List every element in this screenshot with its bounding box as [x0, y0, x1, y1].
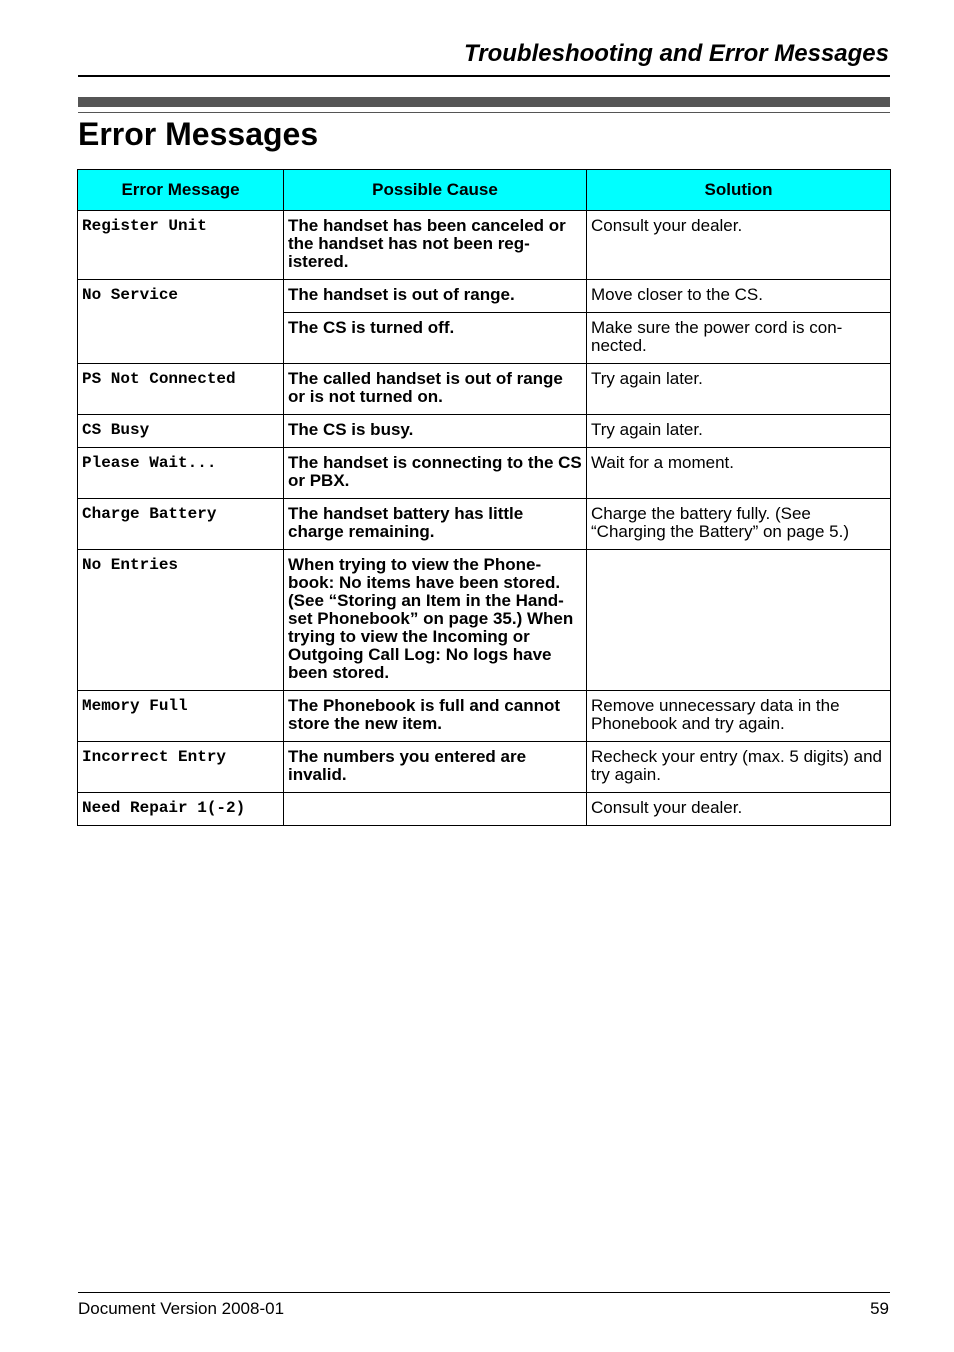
table-row: [78, 742, 891, 793]
solution-cell: Consult your dealer.: [587, 211, 891, 280]
table-row: [78, 691, 891, 742]
error-message-cell: Memory Full: [78, 691, 284, 742]
solution-cell: Recheck your entry (max. 5 digits) and try again.: [587, 742, 891, 793]
table-row: [78, 793, 891, 826]
error-message-cell: Incorrect Entry: [78, 742, 284, 793]
cause-cell: The handset battery has little charge remaining.: [284, 499, 587, 550]
cause-cell: The Phonebook is full and cannot store the new item.: [284, 691, 587, 742]
column-header-possible-cause: Possible Cause: [284, 170, 587, 211]
section-bar: [78, 97, 890, 107]
column-header-error-message: Error Message: [78, 170, 284, 211]
error-message-cell: No Service: [78, 280, 284, 364]
solution-cell: [587, 550, 891, 691]
cause-cell: The numbers you entered are invalid.: [284, 742, 587, 793]
solution-cell: Try again later.: [587, 415, 891, 448]
table-row: [78, 280, 891, 313]
solution-cell: Remove unnecessary data in the Phonebook and try again.: [587, 691, 891, 742]
solution-cell: Charge the battery fully. (See “Charging the Battery” on page 5.): [587, 499, 891, 550]
table-header-row: [78, 170, 891, 211]
column-header-solution: Solution: [587, 170, 891, 211]
error-message-cell: Register Unit: [78, 211, 284, 280]
cause-cell: The handset is connecting to the CS or PBX.: [284, 448, 587, 499]
solution-cell: Wait for a moment.: [587, 448, 891, 499]
cause-cell: The handset has been canceled or the handset has not been reg-istered.: [284, 211, 587, 280]
solution-cell: Consult your dealer.: [587, 793, 891, 826]
cause-cell: The called handset is out of range or is not turned on.: [284, 364, 587, 415]
error-message-cell: Charge Battery: [78, 499, 284, 550]
error-message-cell: PS Not Connected: [78, 364, 284, 415]
running-header: Troubleshooting and Error Messages: [464, 40, 889, 67]
solution-cell: Move closer to the CS.: [587, 280, 891, 313]
error-message-cell: Please Wait...: [78, 448, 284, 499]
table-row: [78, 499, 891, 550]
document-version: Document Version 2008-01: [78, 1299, 285, 1318]
table-row: [78, 550, 891, 691]
solution-cell: Make sure the power cord is con-nected.: [587, 313, 891, 364]
table-row: [78, 448, 891, 499]
cause-cell: The handset is out of range.: [284, 280, 587, 313]
section-divider: [78, 112, 890, 113]
error-message-cell: CS Busy: [78, 415, 284, 448]
error-message-cell: Need Repair 1(-2): [78, 793, 284, 826]
header-rule: [78, 75, 890, 77]
cause-cell: The CS is busy.: [284, 415, 587, 448]
footer-rule: [78, 1292, 890, 1293]
cause-cell: [284, 793, 587, 826]
page-number: 59: [870, 1299, 889, 1318]
table-row: [78, 364, 891, 415]
cause-cell: When trying to view the Phone-book: No items have been stored. (See “Storing an Item in the Hand-set Phonebook” on page 35.) When trying to view the Incoming or Outgoing Call Log: No logs have been stored.: [284, 550, 587, 691]
error-message-cell: No Entries: [78, 550, 284, 691]
table-row: [78, 211, 891, 280]
error-messages-table: [77, 169, 891, 826]
solution-cell: Try again later.: [587, 364, 891, 415]
cause-cell: The CS is turned off.: [284, 313, 587, 364]
page-title: Error Messages: [78, 116, 319, 152]
table-row: [78, 415, 891, 448]
